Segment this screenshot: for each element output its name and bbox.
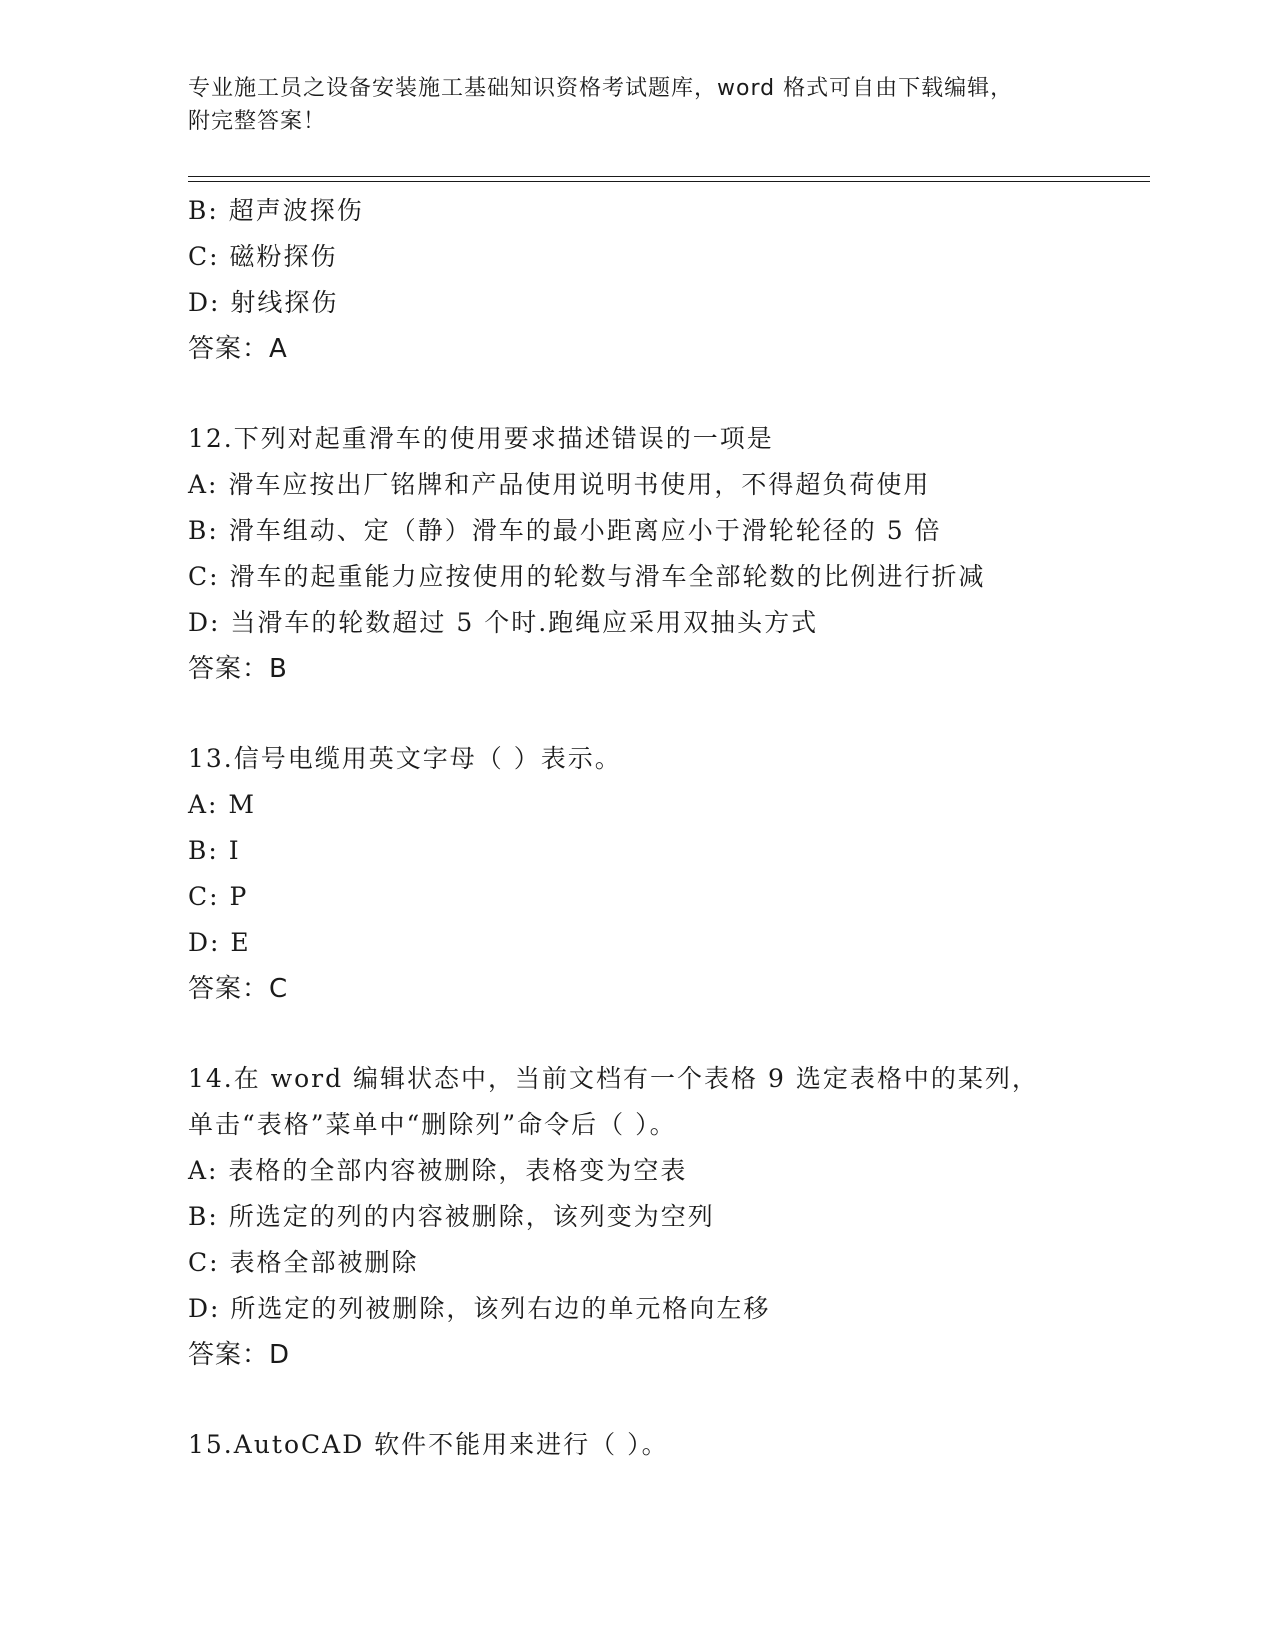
option-a: A: 滑车应按出厂铭牌和产品使用说明书使用，不得超负荷使用 [188, 470, 931, 499]
option-d: D: E [188, 928, 251, 957]
question-stem: 13.信号电缆用英文字母（ ）表示。 [188, 744, 622, 773]
option-b: B: 滑车组动、定（静）滑车的最小距离应小于滑轮轮径的 5 倍 [188, 516, 942, 545]
option-d: D: 所选定的列被删除，该列右边的单元格向左移 [188, 1294, 771, 1323]
option-b: B: I [188, 836, 241, 865]
question-14 [188, 1056, 1138, 1378]
document-body [188, 188, 1138, 1468]
document-header [188, 72, 1088, 138]
header-line-1: 专业施工员之设备安装施工基础知识资格考试题库，word 格式可自由下载编辑， [188, 76, 1014, 101]
question-stem: 15.AutoCAD 软件不能用来进行（ ）。 [188, 1430, 669, 1459]
option-c: C: 滑车的起重能力应按使用的轮数与滑车全部轮数的比例进行折减 [188, 562, 986, 591]
question-15 [188, 1422, 1138, 1468]
option-d: D: 射线探伤 [188, 288, 339, 317]
option-b: B: 所选定的列的内容被删除，该列变为空列 [188, 1202, 715, 1231]
option-a: A: 表格的全部内容被删除，表格变为空表 [188, 1156, 688, 1185]
option-c: C: 表格全部被删除 [188, 1248, 419, 1277]
answer-line: 答案：D [188, 1340, 291, 1370]
header-line-2: 附完整答案！ [188, 109, 327, 134]
question-partial [188, 188, 1138, 372]
answer-line: 答案：B [188, 654, 288, 684]
option-c: C: 磁粉探伤 [188, 242, 338, 271]
question-13 [188, 736, 1138, 1012]
option-d: D: 当滑车的轮数超过 5 个时.跑绳应采用双抽头方式 [188, 608, 819, 637]
header-rule-top [188, 176, 1150, 177]
answer-line: 答案：C [188, 974, 289, 1004]
question-stem-line-2: 单击“表格”菜单中“删除列”命令后（ ）。 [188, 1110, 677, 1139]
option-a: A: M [188, 790, 257, 819]
answer-line: 答案：A [188, 334, 288, 364]
question-stem: 12.下列对起重滑车的使用要求描述错误的一项是 [188, 424, 774, 453]
option-c: C: P [188, 882, 249, 911]
header-rule-bottom [188, 181, 1150, 182]
option-b: B: 超声波探伤 [188, 196, 364, 225]
question-12 [188, 416, 1138, 692]
question-stem-line-1: 14.在 word 编辑状态中，当前文档有一个表格 9 选定表格中的某列， [188, 1064, 1039, 1093]
